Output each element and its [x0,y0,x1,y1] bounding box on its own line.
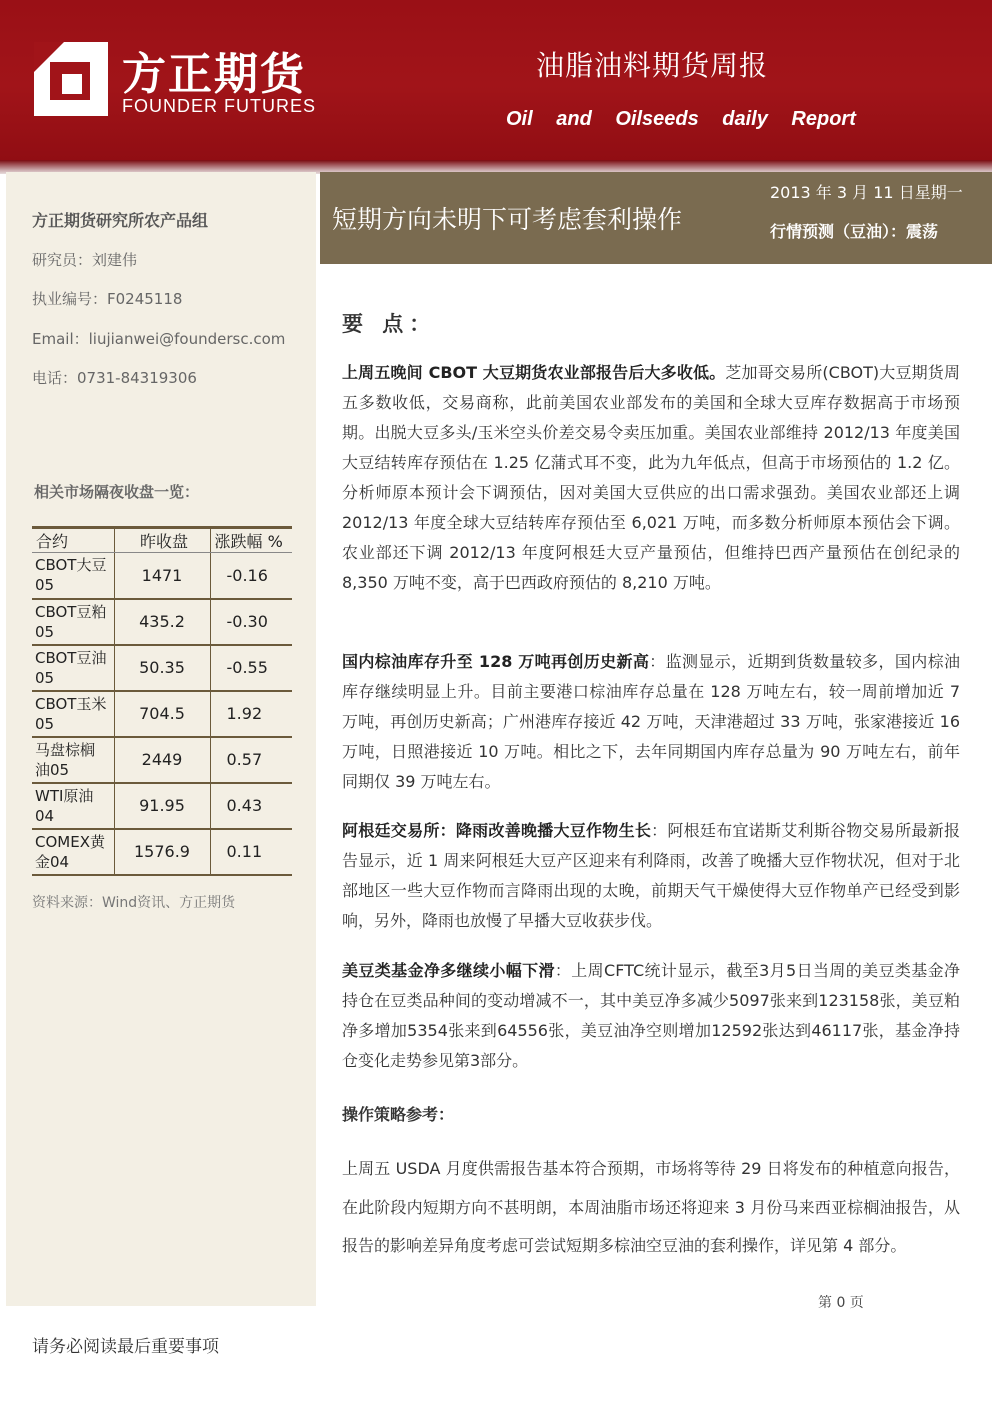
phone-number: 电话：0731-84319306 [32,369,197,387]
page-number: 第 0 页 [818,1295,864,1311]
market-close-table [32,526,292,876]
close-cell: 50.35 [114,645,210,691]
report-title-cn: 油脂油料期货周报 [536,49,769,82]
contract-cell: CBOT豆粕 05 [32,599,114,645]
table-row [32,645,292,691]
market-forecast: 行情预测（豆油）：震荡 [770,222,939,241]
col-header-contract: 合约 [32,528,114,553]
change-cell: 1.92 [210,691,292,737]
paragraph-argentina-body: ：阿根廷布宜诺斯艾利斯谷物交易所最新报告显示，近 1 周来阿根廷大豆产区迎来有利降雨，改善了晚播大豆作物状况，但对于北部地区一些大豆作物而言降雨出现的太晚，前期天气干燥使得大豆作物单产已经受到影响，另外，降雨也放慢了早播大豆收获步伐。 [342,821,960,930]
contract-cell: COMEX黄 金04 [32,829,114,875]
paragraph-fund-positions [342,956,960,1076]
data-source-note: 资料来源：Wind资讯、方正期货 [32,895,236,911]
logo-chinese-name: 方正期货 [122,49,306,100]
table-row [32,691,292,737]
table-row [32,553,292,599]
footer-disclaimer: 请务必阅读最后重要事项 [32,1337,219,1357]
key-points-heading: 要 点： [342,312,437,336]
paragraph-argentina [342,816,960,936]
change-cell: -0.16 [210,553,292,599]
market-table-title: 相关市场隔夜收盘一览： [34,483,200,501]
headline: 短期方向未明下可考虑套利操作 [332,205,683,234]
table-row [32,829,292,875]
report-title-en: Oil and Oilseeds daily Report [506,108,856,130]
table-row [32,737,292,783]
change-cell: 0.43 [210,783,292,829]
col-header-close: 昨收盘 [114,528,210,553]
paragraph-argentina-lead: 阿根廷交易所：降雨改善晚播大豆作物生长 [342,821,652,840]
paragraph-cbot-body: 芝加哥交易所(CBOT)大豆期货周五多数收低，交易商称，此前美国农业部发布的美国和全球大豆库存数据高于市场预期。出脱大豆多头/玉米空头价差交易令卖压加重。美国农业部维持 2012/13 年度美国大豆结转库存预估在 1.25 亿蒲式耳不变，此为九年低点，但高于市场预估的 1.2 亿。分析师原本预计会下调预估，因对美国大豆供应的出口需求强劲。美国农业部还上调 2012/13 年度全球大豆结转库存预估至 6,021 万吨，而多数分析师原本预估会下调。农业部还下调 2012/13 年度阿根廷大豆产量预估，但维持巴西产量预估在创纪录的 8,350 万吨不变，高于巴西政府预估的 8,210 万吨。 [342,363,960,592]
strategy-heading: 操作策略参考： [342,1105,455,1124]
founder-logo-icon [34,42,108,116]
paragraph-palm-body: ：监测显示，近期到货数量较多，国内棕油库存继续明显上升。目前主要港口棕油库存总量在 128 万吨左右，较一周前增加近 7 万吨，再创历史新高；广州港库存接近 42 万吨，天津港超过 33 万吨，张家港接近 16 万吨，日照港接近 10 万吨。相比之下，去年同期国内库存总量为 90 万吨左右，前年同期仅 39 万吨左右。 [342,652,960,791]
change-cell: 0.11 [210,829,292,875]
close-cell: 435.2 [114,599,210,645]
contract-cell: WTI原油 04 [32,783,114,829]
contract-cell: CBOT玉米 05 [32,691,114,737]
contract-cell: CBOT大豆 05 [32,553,114,599]
close-cell: 2449 [114,737,210,783]
table-row [32,599,292,645]
col-header-change: 涨跌幅 % [210,528,292,553]
paragraph-palm-stock [342,647,960,797]
close-cell: 704.5 [114,691,210,737]
contract-cell: CBOT豆油 05 [32,645,114,691]
strategy-paragraph: 上周五 USDA 月度供需报告基本符合预期，市场将等待 29 日将发布的种植意向报告，在此阶段内短期方向不甚明朗，本周油脂市场还将迎来 3 月份马来西亚棕榈油报告，从报告的影响差异角度考虑可尝试短期多棕油空豆油的套利操作，详见第 4 部分。 [342,1159,960,1255]
change-cell: 0.57 [210,737,292,783]
research-group: 方正期货研究所农产品组 [32,211,209,230]
paragraph-cbot [342,358,960,598]
close-cell: 91.95 [114,783,210,829]
contract-cell: 马盘棕榈 油05 [32,737,114,783]
table-header-row [32,528,292,553]
paragraph-palm-lead: 国内棕油库存升至 128 万吨再创历史新高 [342,652,650,671]
report-date: 2013 年 3 月 11 日星期一 [770,183,963,202]
paragraph-cbot-lead: 上周五晚间 CBOT 大豆期货农业部报告后大多收低。 [342,363,726,382]
close-cell: 1471 [114,553,210,599]
email-address[interactable]: Email：liujianwei@foundersc.com [32,330,286,348]
close-cell: 1576.9 [114,829,210,875]
logo-english-name: FOUNDER FUTURES [122,96,316,116]
researcher-name: 研究员：刘建伟 [32,251,138,269]
change-cell: -0.30 [210,599,292,645]
paragraph-fund-lead: 美豆类基金净多继续小幅下滑 [342,961,555,980]
paragraph-fund-body: ：上周CFTC统计显示，截至3月5日当周的美豆类基金净持仓在豆类品种间的变动增减不一，其中美豆净多减少5097张来到123158张，美豆粕净多增加5354张来到64556张，美豆油净空则增加12592张达到46117张，基金净持仓变化走势参见第3部分。 [342,961,960,1070]
license-number: 执业编号：F0245118 [32,290,183,308]
table-row [32,783,292,829]
change-cell: -0.55 [210,645,292,691]
